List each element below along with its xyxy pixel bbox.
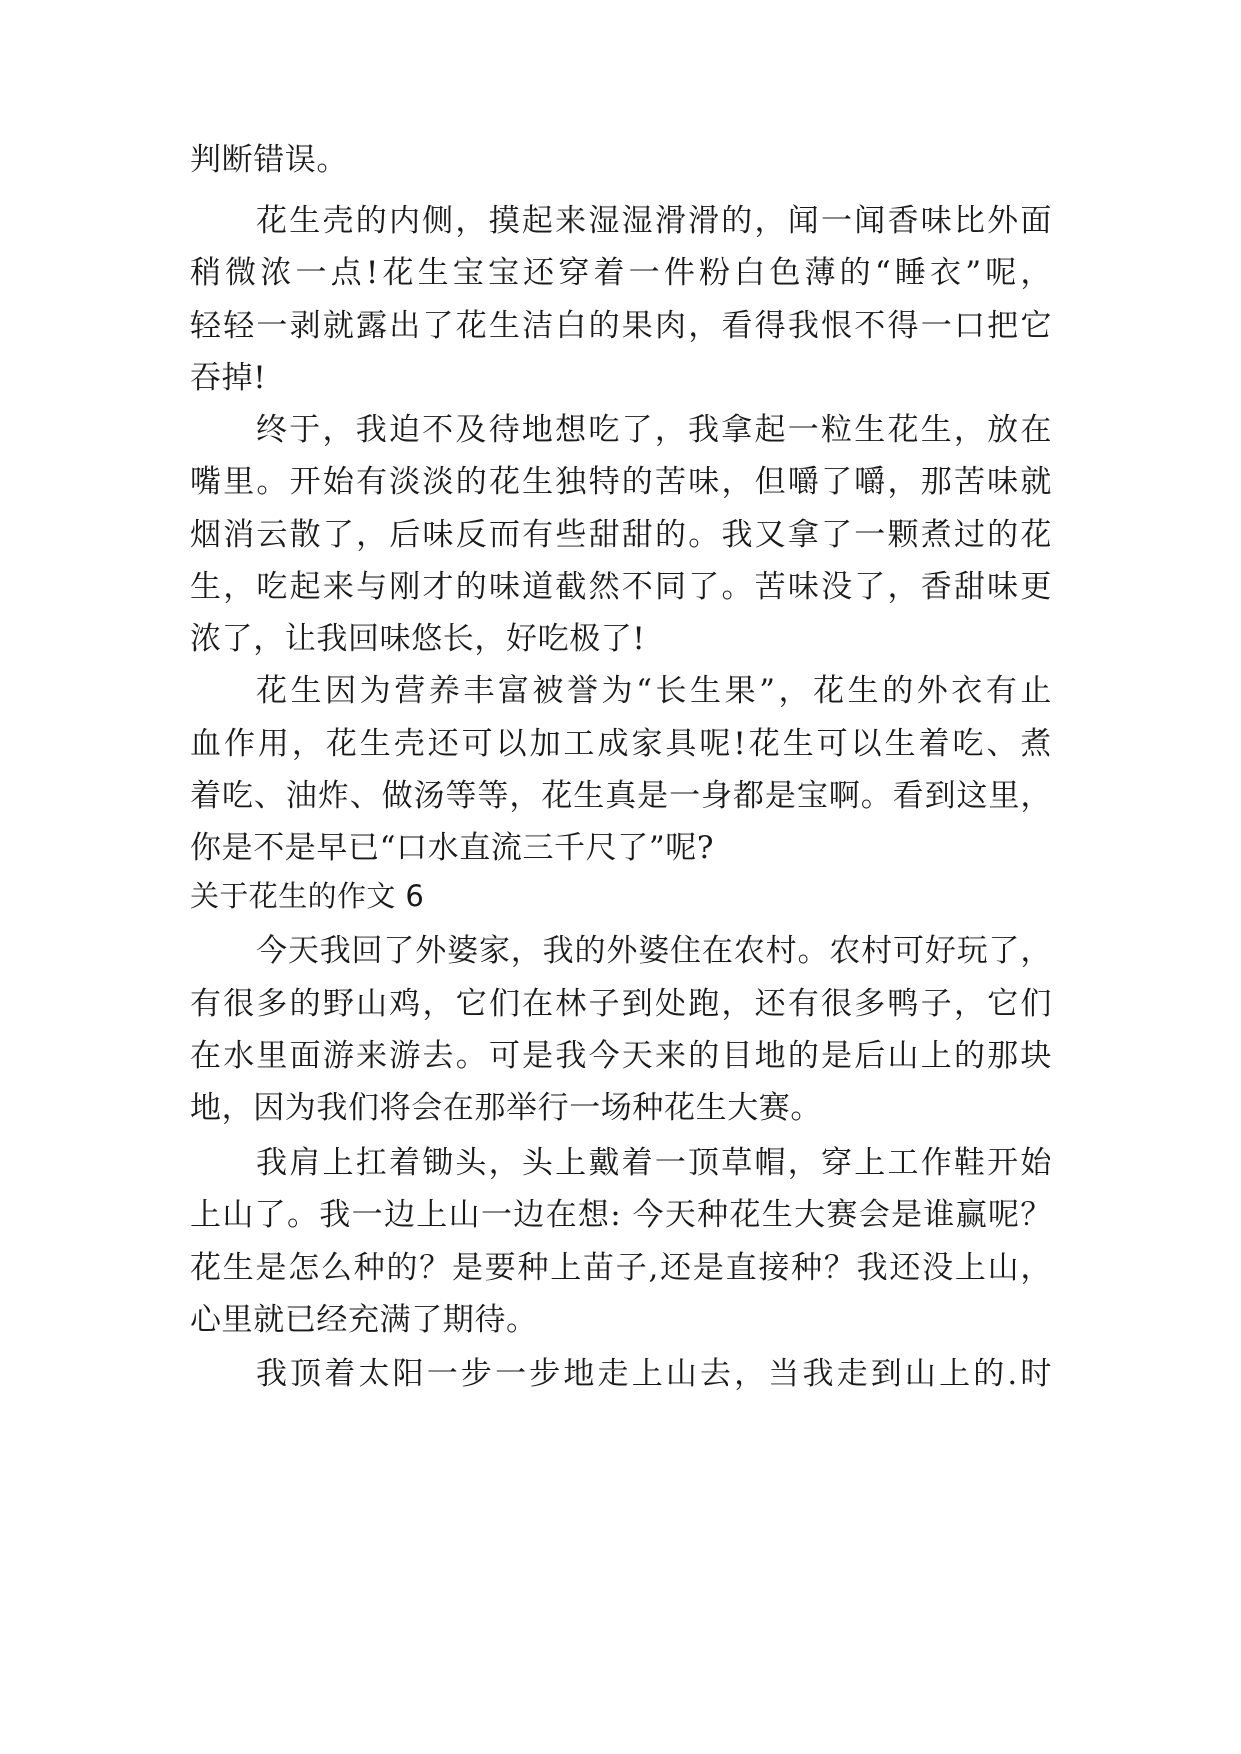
text-line: 你是不是早已“口水直流三千尺了”呢?: [190, 830, 715, 866]
text-line: 烟消云散了，后味反而有些甜甜的。我又拿了一颗煮过的花: [190, 517, 1052, 553]
text-line: 上山了。我一边上山一边在想: 今天种花生大赛会是谁赢呢？: [190, 1197, 1052, 1233]
text-line: 轻轻一剥就露出了花生洁白的果肉，看得我恨不得一口把它: [190, 308, 1052, 344]
text-line: 判断错误。: [190, 142, 348, 178]
paragraph-first-line: 花生壳的内侧，摸起来湿湿滑滑的，闻一闻香味比外面: [256, 203, 1052, 239]
text-line: 吞掉!: [190, 360, 267, 396]
paragraph-first-line: 花生因为营养丰富被誉为“长生果”，花生的外衣有止: [256, 673, 1052, 709]
text-line: 浓了，让我回味悠长，好吃极了!: [190, 621, 646, 657]
text-line: 嘴里。开始有淡淡的花生独特的苦味，但嚼了嚼，那苦味就: [190, 464, 1052, 500]
paragraph-first-line: 终于，我迫不及待地想吃了，我拿起一粒生花生，放在: [256, 412, 1052, 448]
text-line: 稍微浓一点!花生宝宝还穿着一件粉白色薄的“睡衣”呢，: [190, 255, 1052, 291]
text-line: 有很多的野山鸡，它们在林子到处跑，还有很多鸭子，它们: [190, 986, 1052, 1022]
section-heading: 关于花生的作文 6: [190, 879, 425, 913]
text-line: 血作用，花生壳还可以加工成家具呢!花生可以生着吃、煮: [190, 726, 1052, 762]
paragraph-first-line: 我肩上扛着锄头，头上戴着一顶草帽，穿上工作鞋开始: [256, 1145, 1052, 1181]
text-line: 生，吃起来与刚才的味道截然不同了。苦味没了，香甜味更: [190, 569, 1052, 605]
text-line: 地，因为我们将会在那举行一场种花生大赛。: [190, 1090, 822, 1126]
text-line: 心里就已经充满了期待。: [190, 1302, 538, 1338]
text-line: 花生是怎么种的？是要种上苗子,还是直接种？我还没上山，: [190, 1250, 1052, 1286]
text-line: 着吃、油炸、做汤等等，花生真是一身都是宝啊。看到这里，: [190, 778, 1052, 814]
paragraph-first-line: 今天我回了外婆家，我的外婆住在农村。农村可好玩了，: [256, 933, 1052, 969]
text-line: 在水里面游来游去。可是我今天来的目地的是后山上的那块: [190, 1038, 1052, 1074]
paragraph-first-line: 我顶着太阳一步一步地走上山去，当我走到山上的.时: [256, 1356, 1052, 1392]
